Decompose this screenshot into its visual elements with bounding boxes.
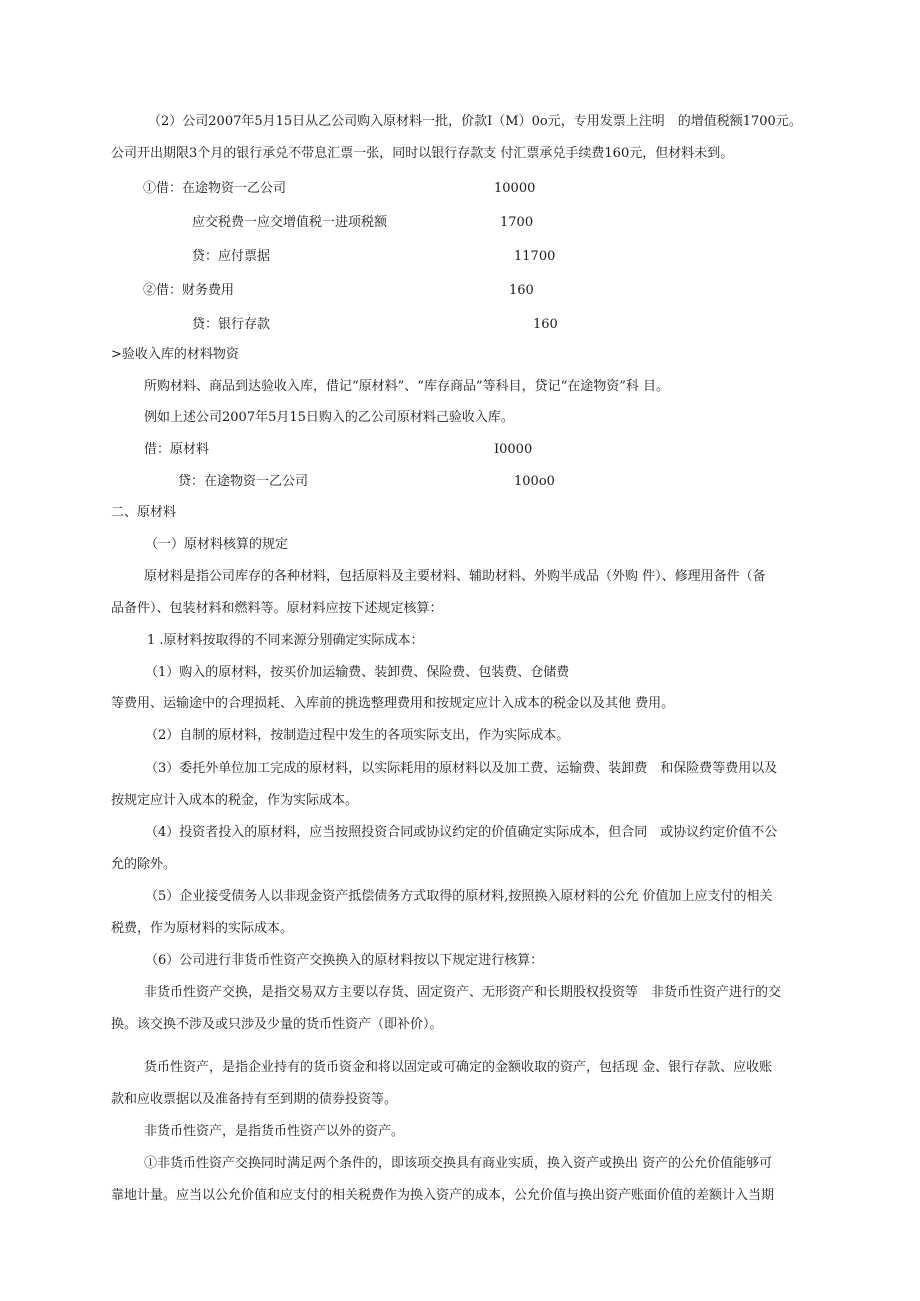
text-line: （2）自制的原材料，按制造过程中发生的各项实际支出，作为实际成本。 xyxy=(145,728,570,743)
text-line: 原材料是指公司库存的各种材料，包括原料及主要材料、辅助材料、外购半成品（外购 件）、修理用备件（备 xyxy=(144,569,766,584)
text-line: ①非货币性资产交换同时满足两个条件的，即该项交换具有商业实质，换入资产或换出 资产的公允价值能够可 xyxy=(144,1156,773,1171)
text-line: 非货币性资产交换，是指交易双方主要以存货、固定资产、无形资产和长期股权投资等 非货币性资产进行的交 xyxy=(144,985,782,1000)
text-line: 贷：在途物资一乙公司 xyxy=(178,474,309,489)
text-line: 等费用、运输途中的合理损耗、入库前的挑选整理费用和按规定应计入成本的税金以及其他 费用。 xyxy=(111,696,675,711)
text-line: 1 .原材料按取得的不同来源分别确定实际成本： xyxy=(147,633,424,648)
text-line: （4）投资者投入的原材料，应当按照投资合同或协议约定的价值确定实际成本，但合同 或协议约定价值不公 xyxy=(145,825,778,840)
text-line: 允的除外。 xyxy=(111,857,177,872)
text-line: 贷：银行存款 xyxy=(192,317,271,332)
section-heading: 二、原材料 xyxy=(111,505,177,520)
text-line: 货币性资产，是指企业持有的货币资金和将以固定或可确定的金额收取的资产，包括现 金、银行存款、应收账 xyxy=(144,1060,773,1075)
text-line: 贷：应付票据 xyxy=(192,249,271,264)
text-line: （3）委托外单位加工完成的原材料，以实际耗用的原材料以及加工费、运输费、装卸费 和保险费等费用以及 xyxy=(145,761,778,776)
text-line: 非货币性资产，是指货币性资产以外的资产。 xyxy=(144,1124,405,1139)
section-heading: >验收入库的材料物资 xyxy=(111,347,239,362)
text-line: 例如上述公司2007年5月15日购入的乙公司原材料己验收入库。 xyxy=(144,410,514,425)
text-line: 公司开出期限3个月的银行承兑不带息汇票一张，同时以银行存款支 付汇票承兑手续费160元，但材料未到。 xyxy=(111,146,734,161)
text-line: （5）企业接受债务人以非现金资产抵偿债务方式取得的原材料,按照换入原材料的公允 价值加上应支付的相关 xyxy=(145,889,773,904)
text-line: （1）购入的原材料，按买价加运输费、装卸费、保险费、包装费、仓储费 xyxy=(145,665,570,680)
text-line: 品备件）、包装材料和燃料等。原材料应按下述规定核算： xyxy=(111,601,443,616)
amount: 100o0 xyxy=(514,474,555,489)
amount: 10000 xyxy=(494,181,536,196)
text-line: （2）公司2007年5月15日从乙公司购入原材料一批，价款I（M）0o元，专用发票上注明 的增值税额1700元。 xyxy=(148,114,802,129)
text-line: 款和应收票据以及准备持有至到期的债券投资等。 xyxy=(111,1092,398,1107)
text-line: ①借：在途物资一乙公司 xyxy=(143,181,287,196)
subsection-heading: （一）原材料核算的规定 xyxy=(145,537,289,552)
text-line: ②借：财务费用 xyxy=(143,283,235,298)
text-line: 借：原材料 xyxy=(144,442,210,457)
text-line: 税费，作为原材料的实际成本。 xyxy=(111,921,294,936)
amount: 160 xyxy=(533,317,558,332)
amount: 11700 xyxy=(514,249,556,264)
text-line: 换。该交换不涉及或只涉及少量的货币性资产（即补价）。 xyxy=(111,1017,443,1032)
text-line: 按规定应计入成本的税金，作为实际成本。 xyxy=(111,793,359,808)
text-line: 应交税费一应交增值税一进项税额 xyxy=(192,215,388,230)
text-line: 所购材料、商品到达验收入库，借记“原材料”、“库存商品”等科目，贷记“在途物资”科 目。 xyxy=(144,379,670,394)
amount: I0000 xyxy=(494,442,533,457)
amount: 1700 xyxy=(500,215,534,230)
amount: 160 xyxy=(509,283,534,298)
text-line: 靠地计量。应当以公允价值和应支付的相关税费作为换入资产的成本，公允价值与换出资产账面价值的差额计入当期 xyxy=(111,1188,775,1203)
text-line: （6）公司进行非货币性资产交换换入的原材料按以下规定进行核算： xyxy=(145,953,544,968)
